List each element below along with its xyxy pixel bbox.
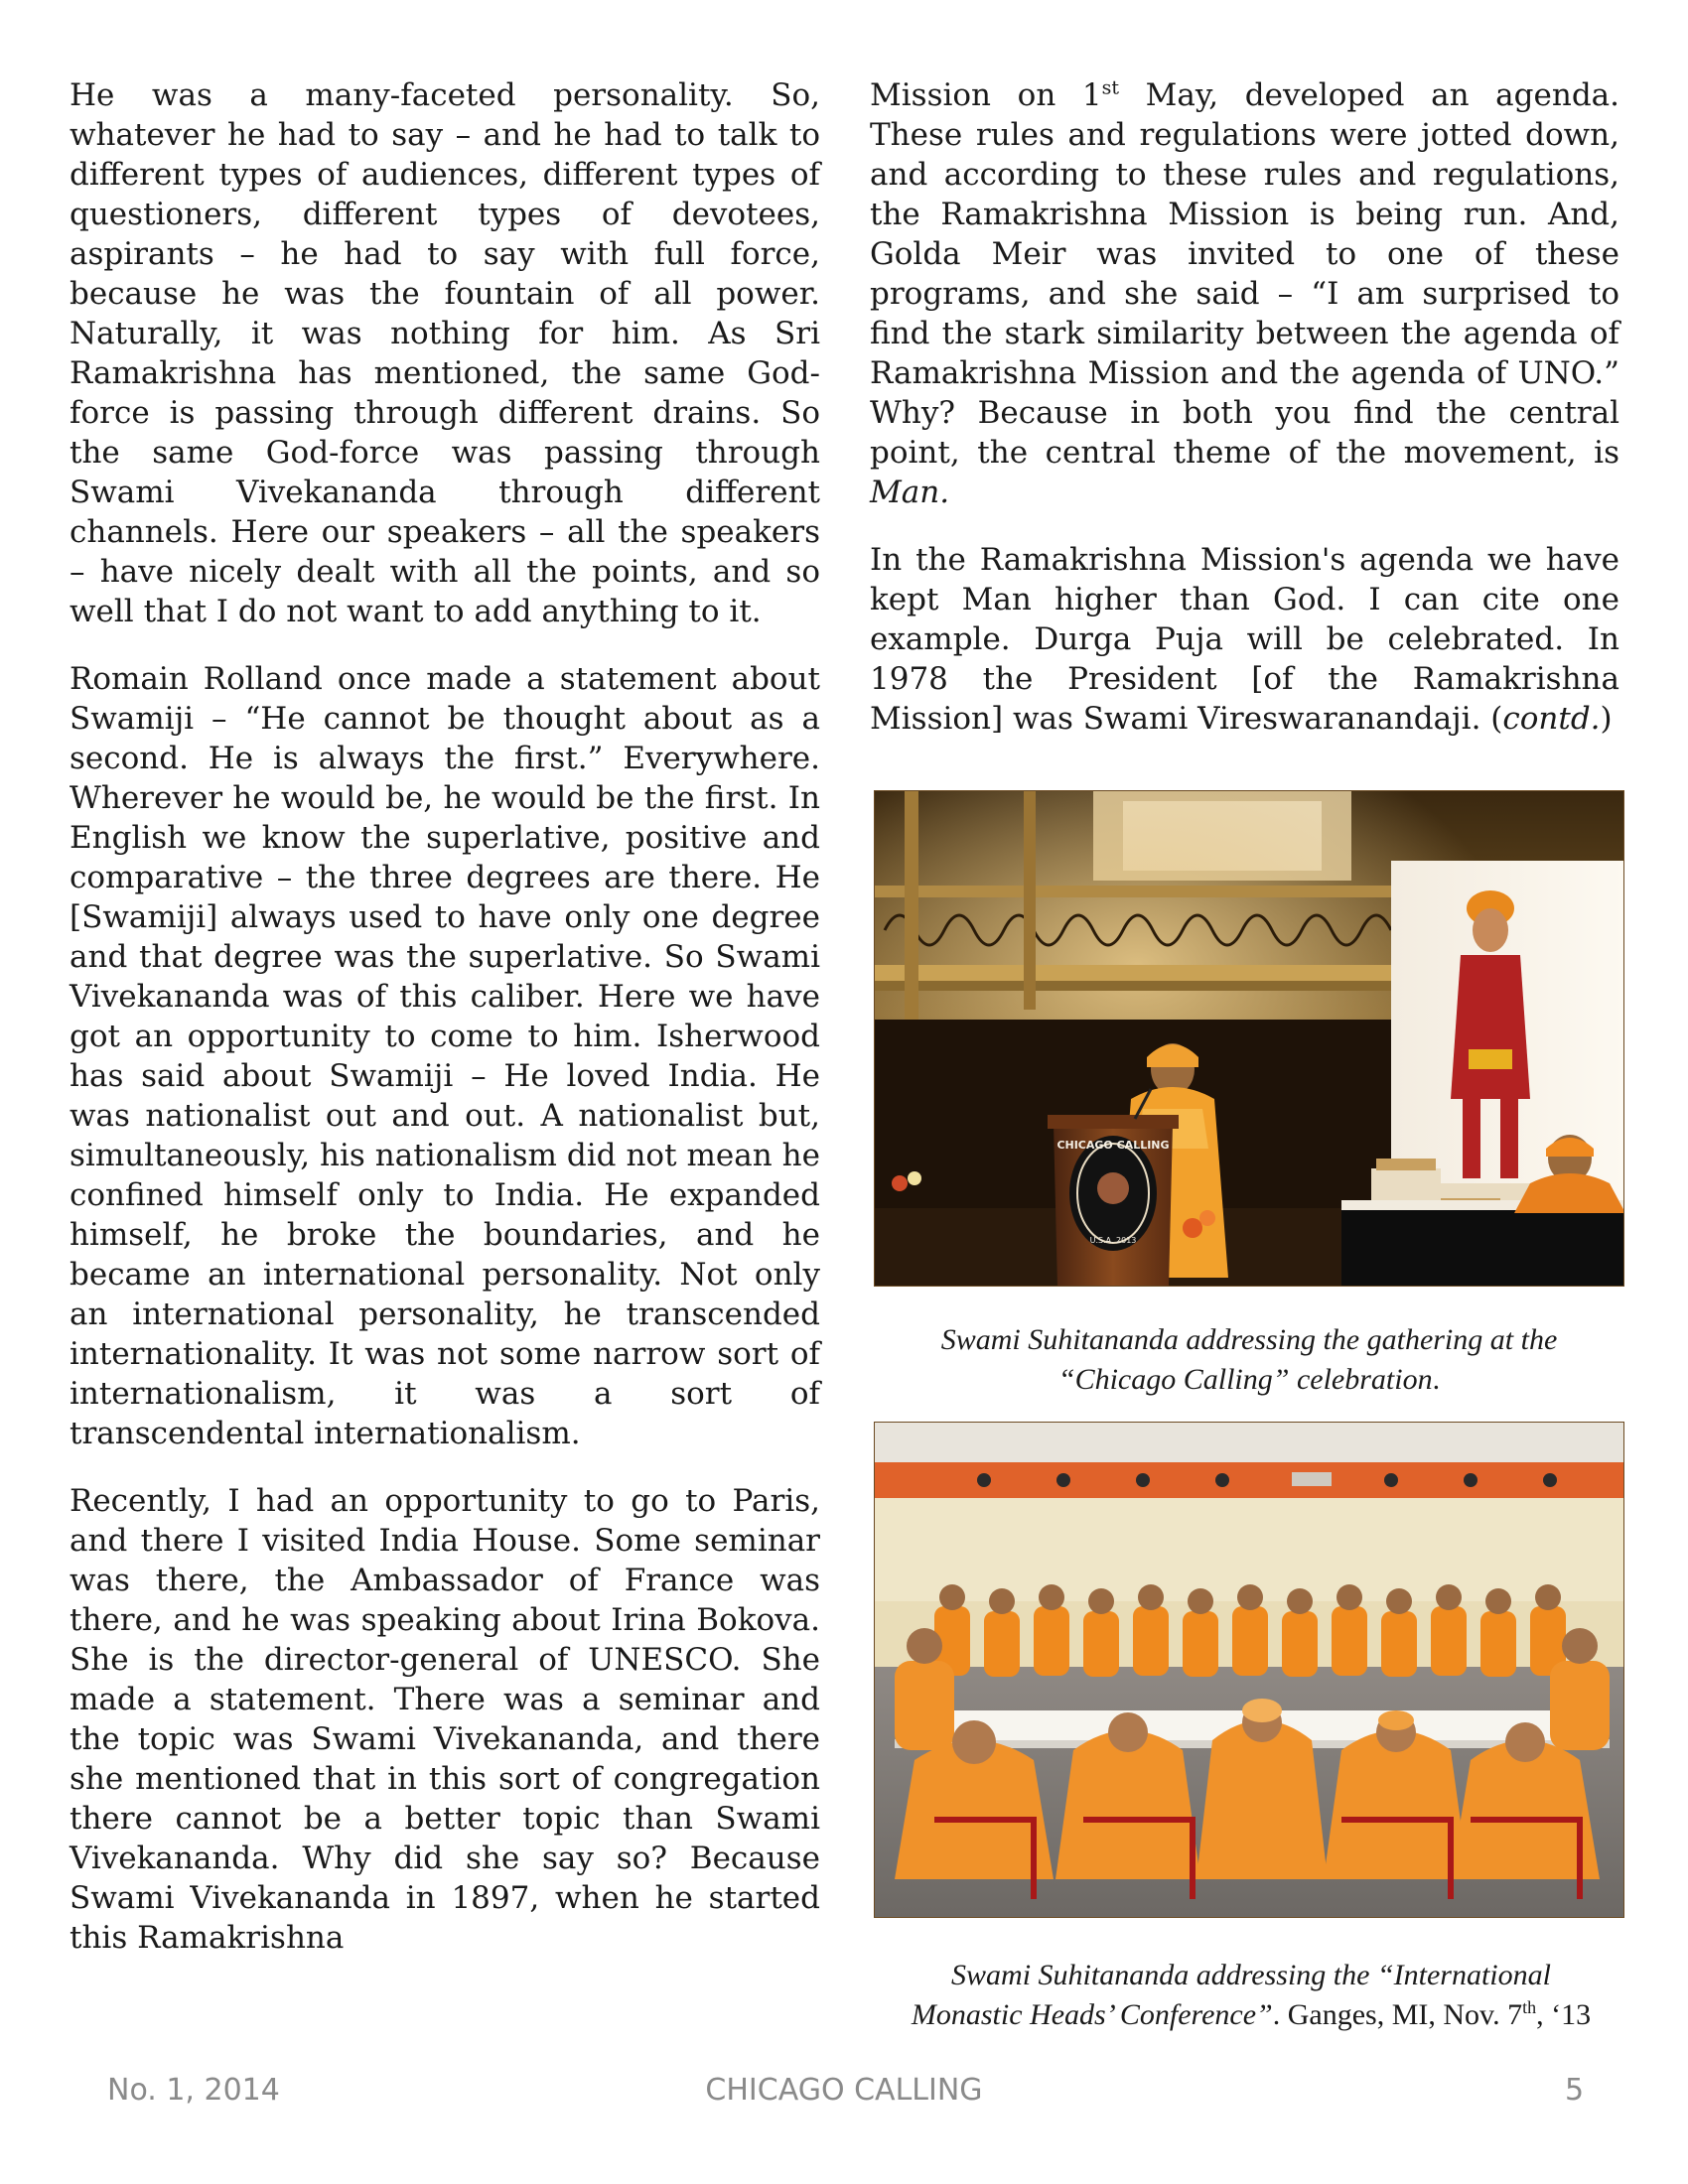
caption-line: Swami Suhitananda addressing the gathering at the (940, 1323, 1558, 1356)
article-paragraph (870, 75, 1619, 512)
text-run: In the Ramakrishna Mission's agenda we have kept Man higher than God. I can cite one example. Durga Puja will be celebrated. In 1978 the President [of the Ramakrishna Mission] was Swami Vireswaranandaji. ( (870, 542, 1619, 737)
footer-page-number: 5 (1565, 2073, 1585, 2108)
photo-speaker-illustration (875, 791, 1624, 1287)
caption-year: , ‘13 (1536, 1998, 1592, 2031)
superscript: st (1101, 76, 1120, 99)
caption-punctuation: . (1432, 1363, 1441, 1396)
article-paragraph (870, 540, 1619, 739)
caption-line: “Chicago Calling” celebration (1057, 1363, 1433, 1396)
superscript: th (1522, 1997, 1537, 2017)
text-run: ) (1600, 701, 1613, 737)
photo-speaker-at-podium (874, 790, 1624, 1287)
caption-line: Swami Suhitananda addressing the “International (951, 1959, 1551, 1991)
podium-logo-subtext: U.S.A. 2013 (1089, 1236, 1137, 1245)
footer-publication-title: CHICAGO CALLING (705, 2073, 983, 2108)
footer-issue: No. 1, 2014 (107, 2073, 280, 2108)
caption-location-date: . Ganges, MI, Nov. 7 (1272, 1998, 1523, 2031)
emphasis: Man. (870, 475, 950, 510)
emphasis: contd. (1502, 701, 1601, 737)
left-column (70, 75, 820, 1985)
podium-logo-text: CHICAGO CALLING (1056, 1139, 1170, 1152)
article-paragraph: He was a many-faceted personality. So, whatever he had to say – and he had to talk to different types of audiences, different types of questioners, different types of devotees, aspirants – he had to say with full force, because he was the fountain of all power. Naturally, it was nothing for him. As Sri Ramakrishna has mentioned, the same God-force is passing through different drains. So the same God-force was passing through Swami Vivekananda through different channels. Here our speakers – all the speakers – have nicely dealt with all the points, and so well that I do not want to add anything to it. (70, 77, 820, 629)
article-paragraph: Romain Rolland once made a statement about Swamiji – “He cannot be thought about as a second. He is always the first.” Everywhere. Wherever he would be, he would be the first. In English we know the superlative, positive and comparative – the three degrees are there. He [Swamiji] always used to have only one degree and that degree was the superlative. So Swami Vivekananda was of this caliber. Here we have got an opportunity to come to him. Isherwood has said about Swamiji – He loved India. He was nationalist out and out. A nationalist but, simultaneously, his nationalism did not mean he confined himself only to India. He expanded himself, he broke the boundaries, and he became an international personality. Not only an international personality, he transcended internationality. It was not some narrow sort of internationalism, it was a sort of transcendental internationalism. (70, 661, 820, 1451)
text-run: Mission on 1 (870, 77, 1102, 113)
right-column (870, 75, 1619, 766)
caption-line: Monastic Heads’ Conference” (911, 1998, 1273, 2031)
text-run: May, developed an agenda. These rules and regulations were jotted down, and according to these rules and regulations, the Ramakrishna Mission is being run. And, Golda Meir was invited to one of these programs, and she said – “I am surprised to find the stark similarity between the agenda of Ramakrishna Mission and the agenda of UNO.” Why? Because in both you find the central point, the central theme of the movement, is (870, 77, 1619, 471)
photo-monastic-conference (874, 1422, 1624, 1918)
photo-caption (874, 1320, 1624, 1400)
photo-conference-illustration (875, 1423, 1624, 1918)
photo-caption (864, 1956, 1638, 2035)
article-paragraph: Recently, I had an opportunity to go to Paris, and there I visited India House. Some seminar was there, the Ambassador of France was there, and he was speaking about Irina Bokova. She is the director-general of UNESCO. She made a statement. There was a seminar and the topic was Swami Vivekananda, and there she mentioned that in this sort of congregation there cannot be a better topic than Swami Vivekananda. Why did she say so? Because Swami Vivekananda in 1897, when he started this Ramakrishna (70, 1483, 820, 1956)
